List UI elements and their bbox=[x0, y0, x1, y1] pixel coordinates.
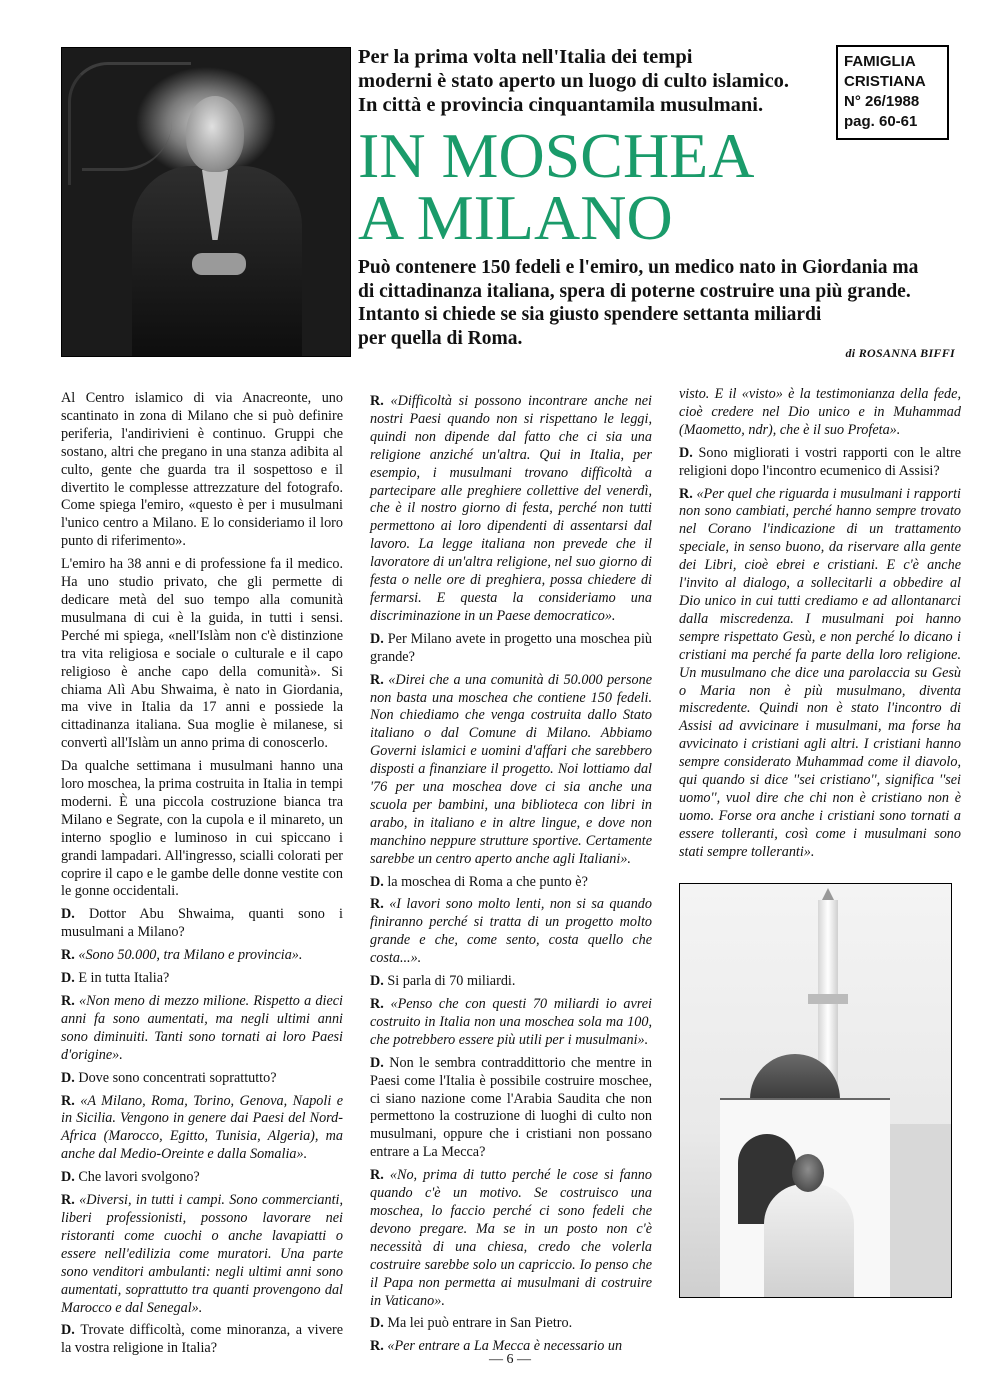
question: D. la moschea di Roma a che punto è? bbox=[370, 873, 588, 890]
answer: R. «Per quel che riguarda i musulmani i rapporti non sono cambiati, perché hanno sempre trovato nel Corano l'indicazione di un trattamento speciale, in senso buono, da riservare alla gente dei Libri, cioè ebrei e cristiani. E c'è anche l'invito al dialogo, a sollecitarli a obbedire al Dio unico in cui tutti crediamo e ad allontanarci dalla miscredenza. I musulmani poi hanno sempre rispettato Gesù, e non perché lo dicano i cristiani ma perché fa parte della loro religione. Un musulmano che dice una parolaccia su Gesù o Maria non è più musulmano, diventa miscredente. Quindi non è stato l'incontro di Assisi ad avvicinare i musulmani, ma forse ha avvicinato i cristiani agli altri. I cristiani hanno sempre considerato Muhammad come il diavolo, qui quando si dice ''sei cristiano'', significa ''sei uomo'', vuol dire che chi non è cristiano non è uomo. Forse ora anche i cristiani sono tornati a essere tolleranti, così come i musulmani sono stati sempre tolleranti». bbox=[679, 485, 961, 860]
subhead-line: di cittadinanza italiana, spera di poterne costruire una più grande. bbox=[358, 280, 911, 302]
answer: R. «A Milano, Roma, Torino, Genova, Napoli e in Sicilia. Vengono in genere dai Paesi del Nord-Africa (Marocco, Egitto, Tunisia, Algeria), ma anche dal Medio-Oreinte e dalla Somalia». bbox=[61, 1092, 343, 1163]
question: D. Trovate difficoltà, come minoranza, a vivere la vostra religione in Italia? bbox=[61, 1322, 344, 1357]
speaker-marker: D. bbox=[370, 973, 388, 990]
speaker-marker: R. bbox=[61, 947, 79, 964]
speaker-marker: D. bbox=[370, 1054, 390, 1071]
portrait-photo bbox=[61, 47, 351, 357]
speaker-marker: D. bbox=[61, 1169, 79, 1186]
paragraph: Da qualche settimana i musulmani hanno una loro moschea, la prima costruita in Italia in tempi moderni. È una piccola costruzione bianca tra Milano e Segrate, con la cupola e il minareto, un interno spoglio e luminoso in cui spiccano i grandi lampadari. All'ingresso, scialli colorati per coprire il capo e le gambe delle donne vestite con le gonne occidentali. bbox=[61, 758, 343, 900]
speaker-marker: D. bbox=[370, 630, 388, 647]
page-number: — 6 — bbox=[489, 1352, 531, 1367]
question: D. Sono migliorati i vostri rapporti con le altre religioni dopo l'incontro ecumenico di Assisi? bbox=[679, 444, 961, 479]
speaker-marker: D. bbox=[61, 906, 89, 923]
portrait-head bbox=[186, 96, 244, 172]
speaker-marker: R. bbox=[370, 1338, 388, 1355]
speaker-marker: R. bbox=[61, 1092, 81, 1109]
byline: di ROSANNA BIFFI bbox=[845, 346, 955, 360]
speaker-marker: R. bbox=[370, 896, 390, 913]
magazine-name-line: CRISTIANA bbox=[844, 73, 926, 90]
magazine-pages: pag. 60-61 bbox=[844, 113, 918, 130]
question: D. Si parla di 70 miliardi. bbox=[370, 973, 516, 990]
answer: R. «I lavori sono molto lenti, non si sa quando finiranno perché si tratta di un progetto molto grande e che, come sento, costa quello che costa...». bbox=[370, 896, 652, 967]
speaker-marker: R. bbox=[679, 485, 697, 502]
question: D. Dove sono concentrati soprattutto? bbox=[61, 1069, 277, 1086]
speaker-marker: D. bbox=[679, 444, 699, 461]
man-figure bbox=[764, 1184, 854, 1298]
subhead-line: Può contenere 150 fedeli e l'emiro, un medico nato in Giordania ma bbox=[358, 257, 919, 278]
subhead-line: per quella di Roma. bbox=[358, 327, 523, 349]
headline-line: IN MOSCHEA bbox=[358, 120, 755, 191]
speaker-marker: D. bbox=[61, 970, 79, 987]
magazine-name-line: FAMIGLIA bbox=[844, 53, 916, 70]
answer: visto. E il «visto» è la testimonianza della fede, cioè credere nel Dio unico e in Muhammad (Maometto, ndr), che è il suo Profeta». bbox=[679, 386, 961, 438]
article-column-1 bbox=[61, 390, 343, 1363]
speaker-marker: R. bbox=[370, 393, 391, 409]
paragraph: L'emiro ha 38 anni e di professione fa il medico. Ha uno studio privato, che gli permette di dedicare metà del suo tempo alla comunità musulmana di cui è la guida, in tutti i sensi. Perché mi spiega, «nell'Islàm non c'è distinzione tra vita religiosa e sociale o culturale e il capo religioso è anche capo della comunità». Si chiama Alì Abu Shwaima, è nato in Giordania, ma vive in Italia da 17 anni e possiede la cittadinanza italiana. Sua moglie è milanese, si convertì all'Islàm un anno prima di conoscerlo. bbox=[61, 556, 343, 752]
lead-line: In città e provincia cinquantamila musulmani. bbox=[358, 94, 764, 116]
magazine-reference-box bbox=[836, 45, 949, 140]
speaker-marker: R. bbox=[61, 993, 80, 1009]
lead-line: moderni è stato aperto un luogo di culto islamico. bbox=[358, 70, 790, 92]
answer: R. «Diversi, in tutti i campi. Sono commercianti, liberi professionisti, possono lavorare nei ristoranti come cuochi o anche lavapiatti o essere nell'edilizia come muratori. Una parte sono venditori ambulanti: negli ultimi anni sono aumentati, soprattutto tra quanti provengono dal Marocco e dal Senegal». bbox=[61, 1192, 344, 1316]
answer: R. «Sono 50.000, tra Milano e provincia». bbox=[61, 947, 303, 964]
lead-text bbox=[358, 45, 818, 117]
lead-line: Per la prima volta nell'Italia dei tempi bbox=[358, 46, 693, 68]
answer: R. «No, prima di tutto perché le cose si fanno quando c'è un motivo. Se costruisco una moschea, lo faccio perché ci sono fedeli che devono pregare. Ma se in un posto non c'è necessità di una chiesa, credo che volerla costruire sarebbe solo un capriccio. Io penso che il Papa non permetta ai musulmani di costruire in Vaticano». bbox=[370, 1167, 652, 1309]
question: D. E in tutta Italia? bbox=[61, 970, 170, 987]
article-column-2 bbox=[370, 393, 652, 1361]
speaker-marker: R. bbox=[61, 1192, 80, 1209]
subhead-line: Intanto si chiede se sia giusto spendere settanta miliardi bbox=[358, 304, 822, 325]
speaker-marker: D. bbox=[61, 1069, 79, 1086]
speaker-marker: D. bbox=[370, 873, 388, 890]
subheadline bbox=[358, 256, 958, 350]
answer: R. «Penso che con questi 70 miliardi io avrei costruito in Italia non una moschea sola ma 100, che potrebbero essere più utili per i musulmani». bbox=[370, 996, 652, 1048]
question: D. Per Milano avete in progetto una moschea più grande? bbox=[370, 630, 653, 665]
answer: R. «Per entrare a La Mecca è necessario un bbox=[370, 1338, 623, 1355]
question: D. Che lavori svolgono? bbox=[61, 1169, 200, 1186]
headline-line: A MILANO bbox=[358, 182, 673, 253]
portrait-hands bbox=[192, 253, 246, 275]
side-wall bbox=[890, 1124, 952, 1298]
speaker-marker: D. bbox=[370, 1315, 388, 1332]
question: D. Dottor Abu Shwaima, quanti sono i musulmani a Milano? bbox=[61, 906, 343, 941]
paragraph: Al Centro islamico di via Anacreonte, uno scantinato in zona di Milano che si può definire periferia, l'andirivieni è continuo. Gruppi che sostano, altri che pregano in una stanza adibita al culto, gente che guarda tra il sospettoso e il divertito le complesse attrezzature del fotografo. Come spiega l'emiro, «questo è per i musulmani l'unico centro a Milano. E lo consideriamo il loro punto di riferimento». bbox=[61, 390, 343, 550]
article-column-3 bbox=[679, 386, 961, 867]
minaret-balcony bbox=[808, 994, 848, 1004]
speaker-marker: D. bbox=[61, 1322, 81, 1339]
mosque-photo bbox=[679, 883, 952, 1298]
question: D. Non le sembra contraddittorio che mentre in Paesi come l'Italia è possibile costruire moschee, ci siano nazione come l'Arabia Saudita che non permettono la costruzione di luoghi di culto non musulmani, oppure che i cristiani non possano entrare a La Mecca? bbox=[370, 1054, 652, 1161]
speaker-marker: R. bbox=[370, 996, 391, 1012]
question: D. Ma lei può entrare in San Pietro. bbox=[370, 1315, 573, 1332]
man-head bbox=[792, 1154, 824, 1192]
speaker-marker: R. bbox=[370, 671, 389, 688]
answer: R. «Difficoltà si possono incontrare anche nei nostri Paesi quando non si rispettano le leggi, quindi non dipende dal fatto che ci sia una religione anziché un'altra. Qui in Italia, per esempio, i musulmani trovano difficoltà a partecipare alle preghiere collettive del venerdì, che è il nostro giorno di festa, perché non tutti permettono ai loro dipendenti di assentarsi dal lavoro. La legge italiana non prevede che il lavoratore di un'altra religione, nel suo giorno di festa o nelle ore di preghiera, possa chiedere di fermarsi. E questa la consideriamo una discriminazione in un Paese democratico». bbox=[370, 393, 653, 624]
answer: R. «Non meno di mezzo milione. Rispetto a dieci anni fa sono aumentati, ma negli ultimi anni sono diminuiti. Tanti sono tornati ai loro Paesi d'origine». bbox=[61, 993, 343, 1063]
magazine-issue: N° 26/1988 bbox=[844, 93, 920, 110]
answer: R. «Direi che a una comunità di 50.000 persone non basta una moschea che contiene 150 fedeli. Non chiediamo che venga costruita dallo Stato italiano o dal Comune di Milano. Abbiamo Governi islamici e uomini d'affari che sarebbero disposti a finanziare il progetto. Noi lottiamo dal '76 per una moschea dove ci sia anche una scuola per bambini, una biblioteca con libri in arabo, in italiano e in altre lingue, e dove non manchino neppure strutture sportive. Certamente sarebbe un centro aperto anche agli Italiani». bbox=[370, 671, 652, 867]
headline bbox=[358, 120, 755, 253]
speaker-marker: R. bbox=[370, 1167, 390, 1184]
